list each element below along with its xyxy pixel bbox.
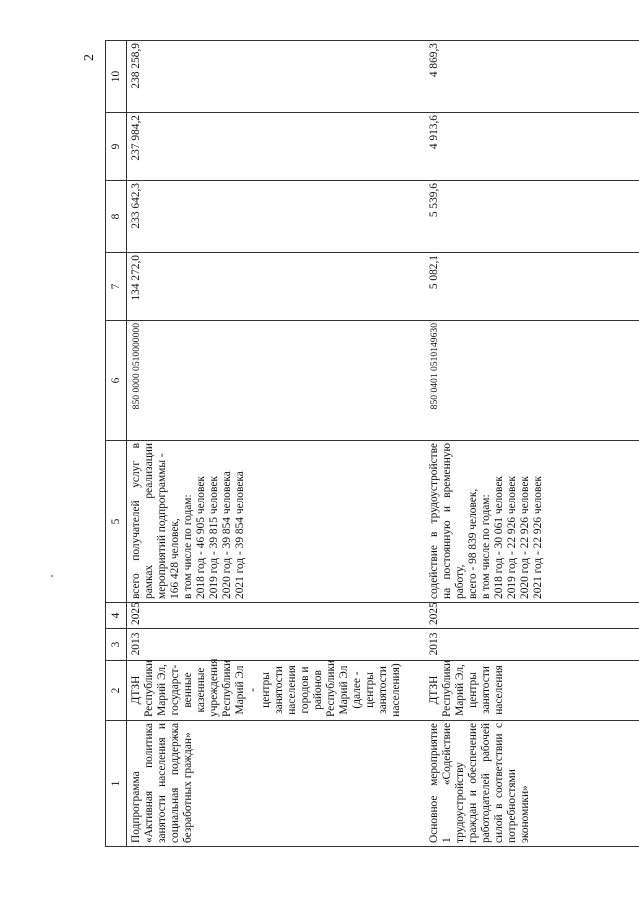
expected-result: содействие в трудоустройстве на постоянную и временную работу, всего - 98 839 человек, в том числе по годам: 2018 год - 30 061 человек 2019 год - 22 926 человек 2020 год - 22 926 человек 2021 год - 22 926 человек bbox=[425, 441, 639, 603]
end-year: 2025 bbox=[127, 603, 425, 629]
scan-speck bbox=[51, 575, 53, 577]
expected-result: всего получателей услуг в рамках реализации мероприятий подпрограммы - 166 428 человек, в том числе по годам: 2018 год - 46 905 человек 2019 год - 39 815 человек 2020 год - 39 854 человека 2021 год - 39 854 человека bbox=[127, 441, 425, 603]
executor: ДТЗН Республики Марий Эл, центры занятости населения bbox=[425, 661, 639, 721]
column-header-1: 1 bbox=[106, 721, 127, 847]
start-year: 2013 bbox=[425, 629, 639, 661]
funding-col-9: 4 913,6 bbox=[425, 113, 639, 181]
column-header-5: 5 bbox=[106, 441, 127, 603]
program-name: Основное мероприятие 1 «Содействие трудоустройству граждан и обеспечение работодателей рабочей силой в соответствии с потребностями экономики» bbox=[425, 721, 639, 847]
column-header-2: 2 bbox=[106, 661, 127, 721]
funding-col-9: 237 984,2 bbox=[127, 113, 425, 181]
column-number-header bbox=[106, 41, 127, 847]
end-year: 2025 bbox=[425, 603, 639, 629]
start-year: 2013 bbox=[127, 629, 425, 661]
column-header-10: 10 bbox=[106, 41, 127, 113]
executor: ДТЗН Республики Марий Эл, государст- венные казенные учреждения Республики Марий Эл - центры занятости населения городов и районов Республики Марий Эл (далее - центры занятости населения) bbox=[127, 661, 425, 721]
funding-col-10: 4 869,3 bbox=[425, 41, 639, 113]
budget-code: 850 0401 0510149630 bbox=[425, 321, 639, 441]
table-row-main-activity-1 bbox=[425, 41, 639, 847]
budget-code: 850 0000 0510000000 bbox=[127, 321, 425, 441]
funding-col-8: 5 539,6 bbox=[425, 181, 639, 253]
funding-col-8: 233 642,3 bbox=[127, 181, 425, 253]
funding-col-10: 238 258,9 bbox=[127, 41, 425, 113]
table-row-subprogram bbox=[127, 41, 425, 847]
funding-col-7: 134 272,0 bbox=[127, 253, 425, 321]
column-header-9: 9 bbox=[106, 113, 127, 181]
column-header-4: 4 bbox=[106, 603, 127, 629]
program-table bbox=[105, 40, 639, 847]
column-header-8: 8 bbox=[106, 181, 127, 253]
program-name: Подпрограмма «Активная политика занятости населения и социальная поддержка безработных граждан» bbox=[127, 721, 425, 847]
column-header-6: 6 bbox=[106, 321, 127, 441]
column-header-3: 3 bbox=[106, 629, 127, 661]
page-number: 2 bbox=[82, 54, 97, 61]
funding-col-7: 5 082,1 bbox=[425, 253, 639, 321]
column-header-7: 7 bbox=[106, 253, 127, 321]
